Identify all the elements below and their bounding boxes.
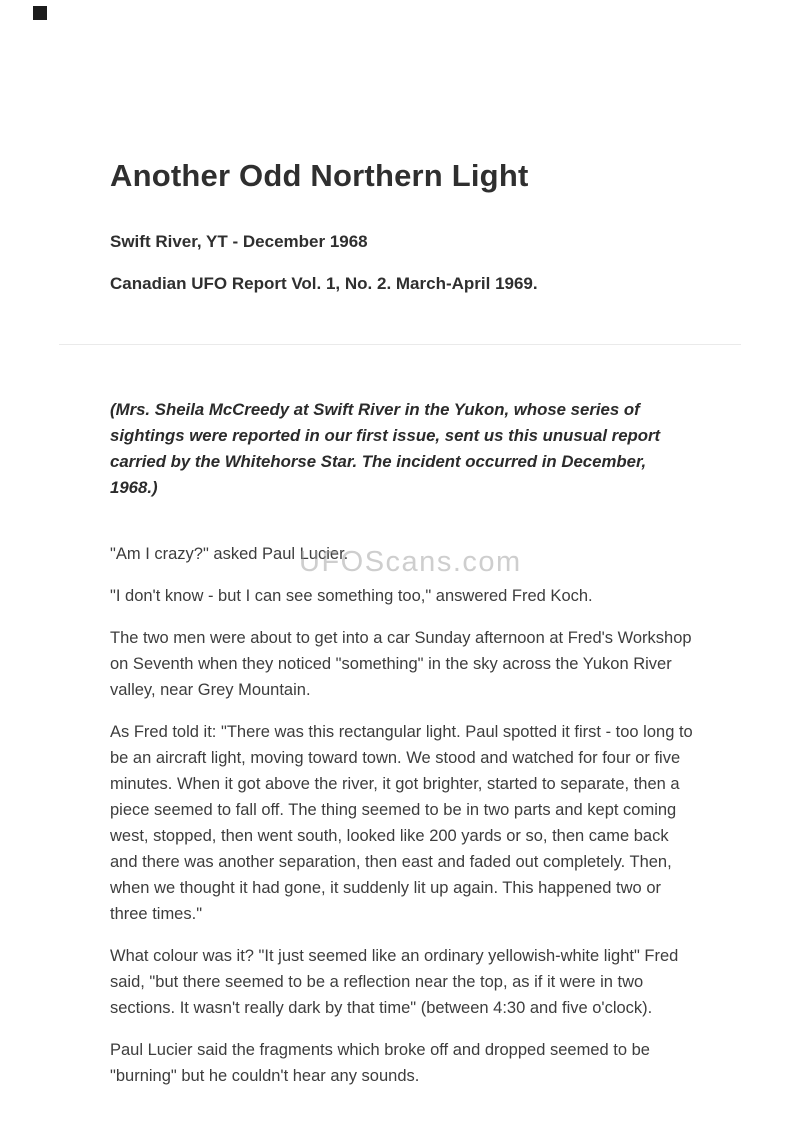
- paragraph-2: "I don't know - but I can see something too," answered Fred Koch.: [110, 587, 593, 605]
- editor-intro-note: (Mrs. Sheila McCreedy at Swift River in the Yukon, whose series of sightings were reported in our first issue, sent us this unusual report carried by the Whitehorse Star. The incident occurred in December, 1968.): [110, 400, 661, 497]
- paragraph-6: Paul Lucier said the fragments which broke off and dropped seemed to be "burning" but he couldn't hear any sounds.: [110, 1041, 650, 1085]
- paragraph-5: What colour was it? "It just seemed like an ordinary yellowish-white light" Fred said, "but there seemed to be a reflection near the top, as if it were in two sections. It wasn't really dark by that time" (between 4:30 and five o'clock).: [110, 947, 679, 1017]
- corner-square-artifact: [33, 6, 47, 20]
- article-source-citation: Canadian UFO Report Vol. 1, No. 2. March-April 1969.: [110, 274, 538, 293]
- article-header: [0, 0, 800, 296]
- paragraph-3: The two men were about to get into a car Sunday afternoon at Fred's Workshop on Seventh when they noticed "something" in the sky across the Yukon River valley, near Grey Mountain.: [110, 629, 692, 699]
- site-watermark: UFOScans.com: [299, 546, 522, 578]
- paragraph-4: As Fred told it: "There was this rectangular light. Paul spotted it first - too long to be an aircraft light, moving toward town. We stood and watched for four or five minutes. When it got above the river, it got brighter, started to separate, then a piece seemed to fall off. The thing seemed to be in two parts and kept coming west, stopped, then went south, looked like 200 yards or so, then came back and there was another separation, then east and faded out completely. Then, when we thought it had gone, it suddenly lit up again. This happened two or three times.": [110, 723, 693, 923]
- article-location-date: Swift River, YT - December 1968: [110, 232, 368, 251]
- article-body: [0, 345, 800, 1089]
- paragraph-1: "Am I crazy?" asked Paul Lucier.: [110, 545, 349, 563]
- page-title: Another Odd Northern Light: [110, 158, 529, 193]
